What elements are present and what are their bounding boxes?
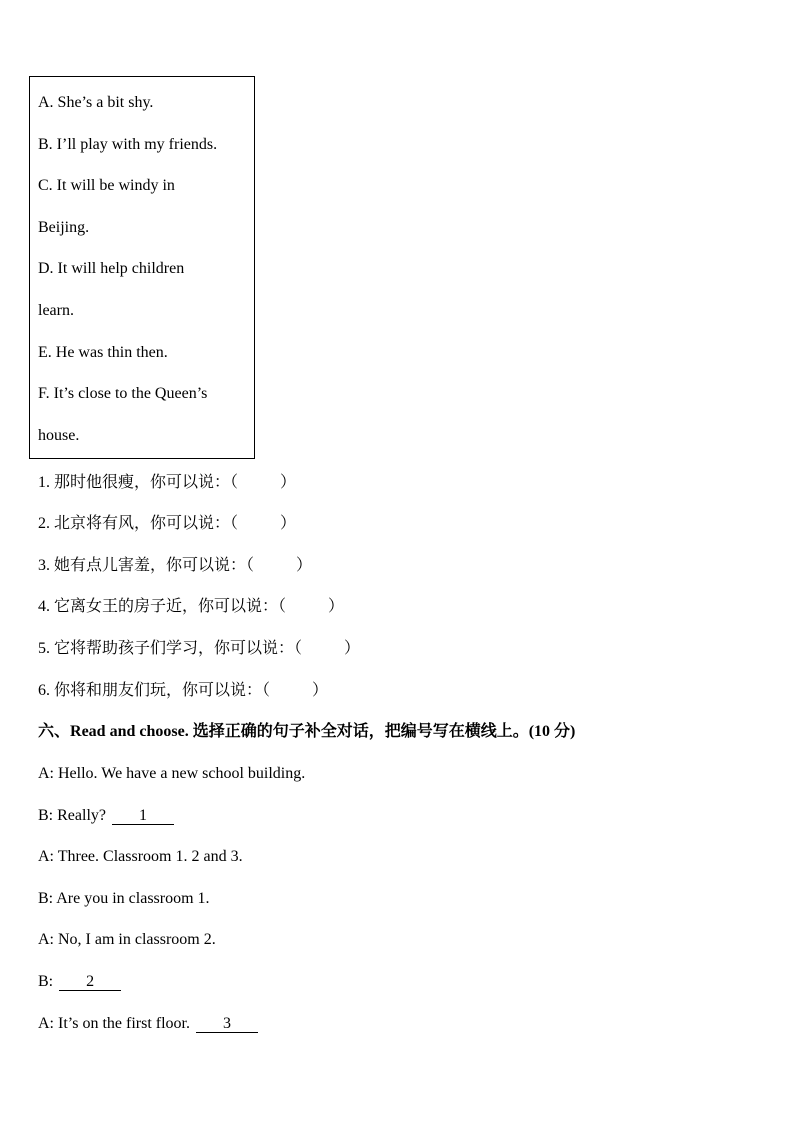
dialogue-line-6 xyxy=(38,972,121,992)
question-4-text: 4. 它离女王的房子近，你可以说：（ xyxy=(38,598,287,615)
question-1-text: 1. 那时他很瘦，你可以说：（ xyxy=(38,474,239,491)
option-c-continued: Beijing. xyxy=(38,219,90,236)
blank-2[interactable]: 2 xyxy=(59,974,121,991)
dialogue-line-3 xyxy=(38,847,243,867)
dialogue-line-1 xyxy=(38,764,305,784)
dialogue-line-3-text: A: Three. Classroom 1. 2 and 3. xyxy=(38,848,243,865)
dialogue-line-6-text: B: xyxy=(38,973,54,990)
dialogue-line-2 xyxy=(38,806,174,826)
question-5-text: 5. 它将帮助孩子们学习，你可以说：（ xyxy=(38,640,303,657)
question-5-close: ） xyxy=(344,640,361,657)
option-f: F. It’s close to the Queen’s xyxy=(38,385,208,402)
dialogue-line-5 xyxy=(38,930,216,950)
question-2-close: ） xyxy=(280,515,297,532)
dialogue-line-7-text: A: It’s on the first floor. xyxy=(38,1015,190,1032)
question-1-close: ） xyxy=(280,474,297,491)
question-6 xyxy=(38,681,328,701)
option-d-continued: learn. xyxy=(38,302,74,319)
question-6-text: 6. 你将和朋友们玩，你可以说：（ xyxy=(38,682,271,699)
option-c: C. It will be windy in xyxy=(38,177,175,194)
options-box xyxy=(29,76,255,459)
option-b: B. I’ll play with my friends. xyxy=(38,136,218,153)
question-4-close: ） xyxy=(328,598,345,615)
question-3-text: 3. 她有点儿害羞，你可以说：（ xyxy=(38,557,255,574)
question-3 xyxy=(38,556,312,576)
blank-1[interactable]: 1 xyxy=(112,808,174,825)
option-e: E. He was thin then. xyxy=(38,344,168,361)
section-title-cn: 选择正确的句子补全对话，把编号写在横线上。(10 分) xyxy=(188,723,576,740)
option-d: D. It will help children xyxy=(38,260,185,277)
dialogue-line-4 xyxy=(38,889,210,909)
question-6-close: ） xyxy=(312,682,329,699)
blank-3[interactable]: 3 xyxy=(196,1016,258,1033)
question-5 xyxy=(38,639,360,659)
question-3-close: ） xyxy=(296,557,313,574)
section-title xyxy=(38,722,575,742)
question-4 xyxy=(38,597,344,617)
dialogue-line-4-text: B: Are you in classroom 1. xyxy=(38,890,210,907)
dialogue-line-1-text: A: Hello. We have a new school building. xyxy=(38,765,306,782)
dialogue-line-5-text: A: No, I am in classroom 2. xyxy=(38,931,216,948)
question-2-text: 2. 北京将有风，你可以说：（ xyxy=(38,515,239,532)
section-number: 六、 xyxy=(38,723,71,740)
question-1 xyxy=(38,473,296,493)
question-2 xyxy=(38,514,296,534)
option-f-continued: house. xyxy=(38,427,80,444)
dialogue-line-7 xyxy=(38,1014,258,1034)
option-a: A. She’s a bit shy. xyxy=(38,94,154,111)
section-title-en: Read and choose. xyxy=(70,723,189,740)
dialogue-line-2-text: B: Really? xyxy=(38,807,106,824)
